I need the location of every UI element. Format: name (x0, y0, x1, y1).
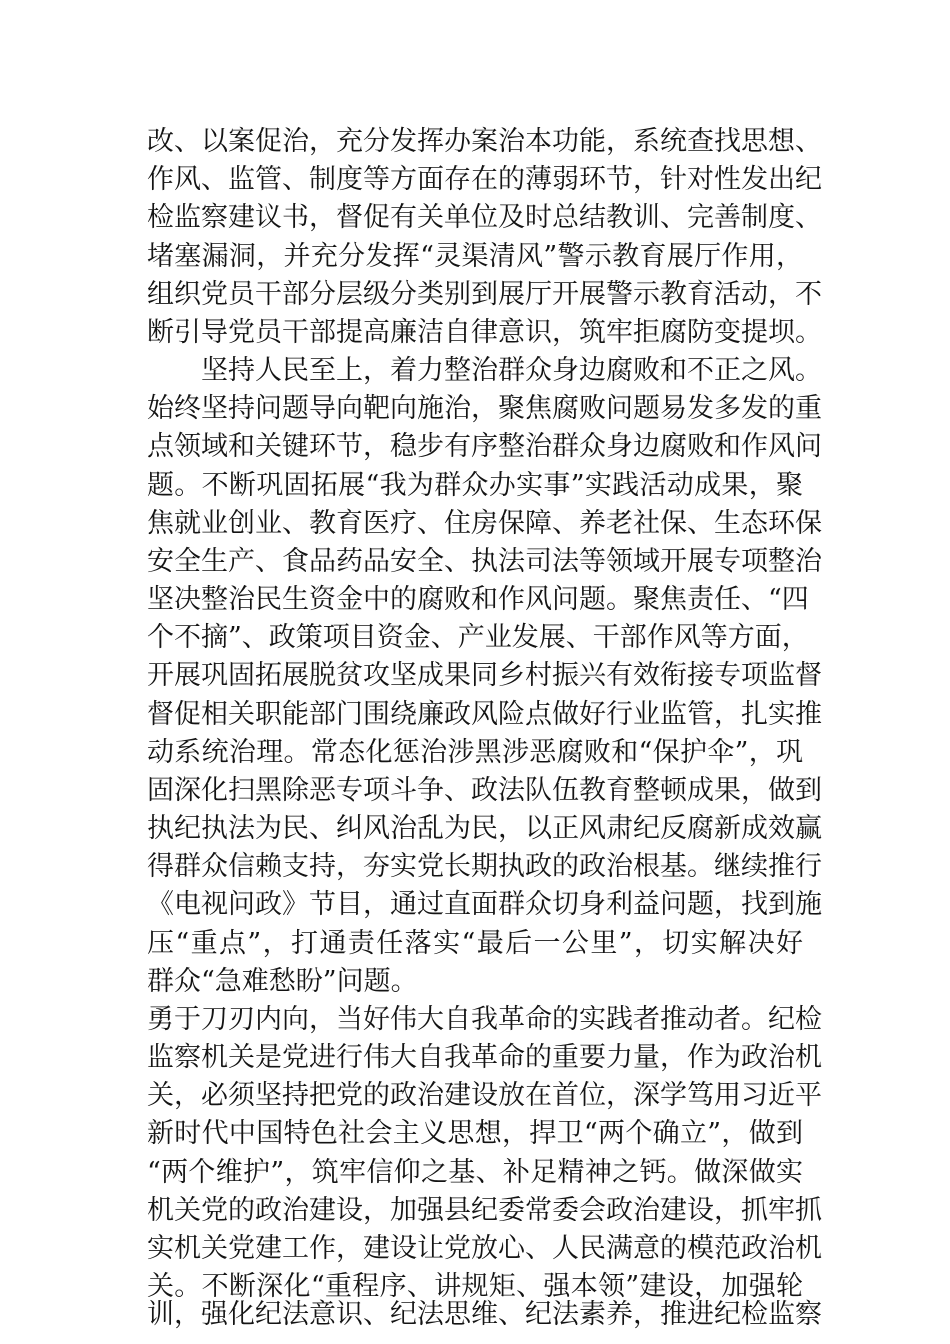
body-text-line: 监察机关是党进行伟大自我革命的重要力量，作为政治机 (147, 1042, 822, 1073)
body-text-line: 训，强化纪法意识、纪法思维、纪法素养，推进纪检监察 (147, 1299, 822, 1330)
body-text-line: 压“重点”，打通责任落实“最后一公里”，切实解决好 (147, 928, 803, 959)
body-text-line: 开展巩固拓展脱贫攻坚成果同乡村振兴有效衔接专项监督 (147, 660, 822, 691)
body-text-line: 督促相关职能部门围绕廉政风险点做好行业监管，扎实推 (147, 699, 822, 730)
body-text-line: 关，必须坚持把党的政治建设放在首位，深学笃用习近平 (147, 1080, 822, 1111)
body-text-line: 机关党的政治建设，加强县纪委常委会政治建设，抓牢抓 (147, 1195, 822, 1226)
body-text-line: 群众“急难愁盼”问题。 (147, 966, 418, 997)
body-text-line: 关。不断深化“重程序、讲规矩、强本领”建设，加强轮 (147, 1271, 803, 1302)
body-text-line: “两个维护”，筑牢信仰之基、补足精神之钙。做深做实 (147, 1157, 803, 1188)
section-heading-line: 坚持人民至上，着力整治群众身边腐败和不正之风。 (201, 355, 822, 386)
body-text-line: 堵塞漏洞，并充分发挥“灵渠清风”警示教育展厅作用， (147, 241, 803, 272)
body-text-line: 点领域和关键环节，稳步有序整治群众身边腐败和作风问 (147, 431, 822, 462)
body-text-line: 实机关党建工作，建设让党放心、人民满意的模范政治机 (147, 1233, 822, 1264)
body-text-line: 执纪执法为民、纠风治乱为民，以正风肃纪反腐新成效赢 (147, 813, 822, 844)
body-text-line: 检监察建议书，督促有关单位及时总结教训、完善制度、 (147, 202, 822, 233)
body-text-line: 焦就业创业、教育医疗、住房保障、养老社保、生态环保 (147, 508, 822, 539)
body-text-line: 组织党员干部分层级分类别到展厅开展警示教育活动，不 (147, 279, 822, 310)
body-text-line: 《电视问政》节目，通过直面群众切身利益问题，找到施 (147, 889, 822, 920)
body-text-line: 新时代中国特色社会主义思想，捍卫“两个确立”，做到 (147, 1118, 803, 1149)
section-heading-line: 勇于刀刃内向，当好伟大自我革命的实践者推动者。纪检 (147, 1004, 822, 1035)
body-text-line: 得群众信赖支持，夯实党长期执政的政治根基。继续推行 (147, 851, 822, 882)
body-text-line: 个不摘”、政策项目资金、产业发展、干部作风等方面， (147, 622, 809, 653)
body-text-line: 作风、监管、制度等方面存在的薄弱环节，针对性发出纪 (147, 164, 822, 195)
body-text-line: 动系统治理。常态化惩治涉黑涉恶腐败和“保护伞”，巩 (147, 737, 803, 768)
body-text-line: 改、以案促治，充分发挥办案治本功能，系统查找思想、 (147, 126, 822, 157)
body-text-line: 题。不断巩固拓展“我为群众办实事”实践活动成果，聚 (147, 470, 803, 501)
body-text-line: 坚决整治民生资金中的腐败和作风问题。聚焦责任、“四 (147, 584, 809, 615)
body-text-line: 安全生产、食品药品安全、执法司法等领域开展专项整治 (147, 546, 822, 577)
body-text-line: 固深化扫黑除恶专项斗争、政法队伍教育整顿成果，做到 (147, 775, 822, 806)
body-text-line: 断引导党员干部提高廉洁自律意识，筑牢拒腐防变提坝。 (147, 317, 822, 348)
body-text-line: 始终坚持问题导向靶向施治，聚焦腐败问题易发多发的重 (147, 393, 822, 424)
